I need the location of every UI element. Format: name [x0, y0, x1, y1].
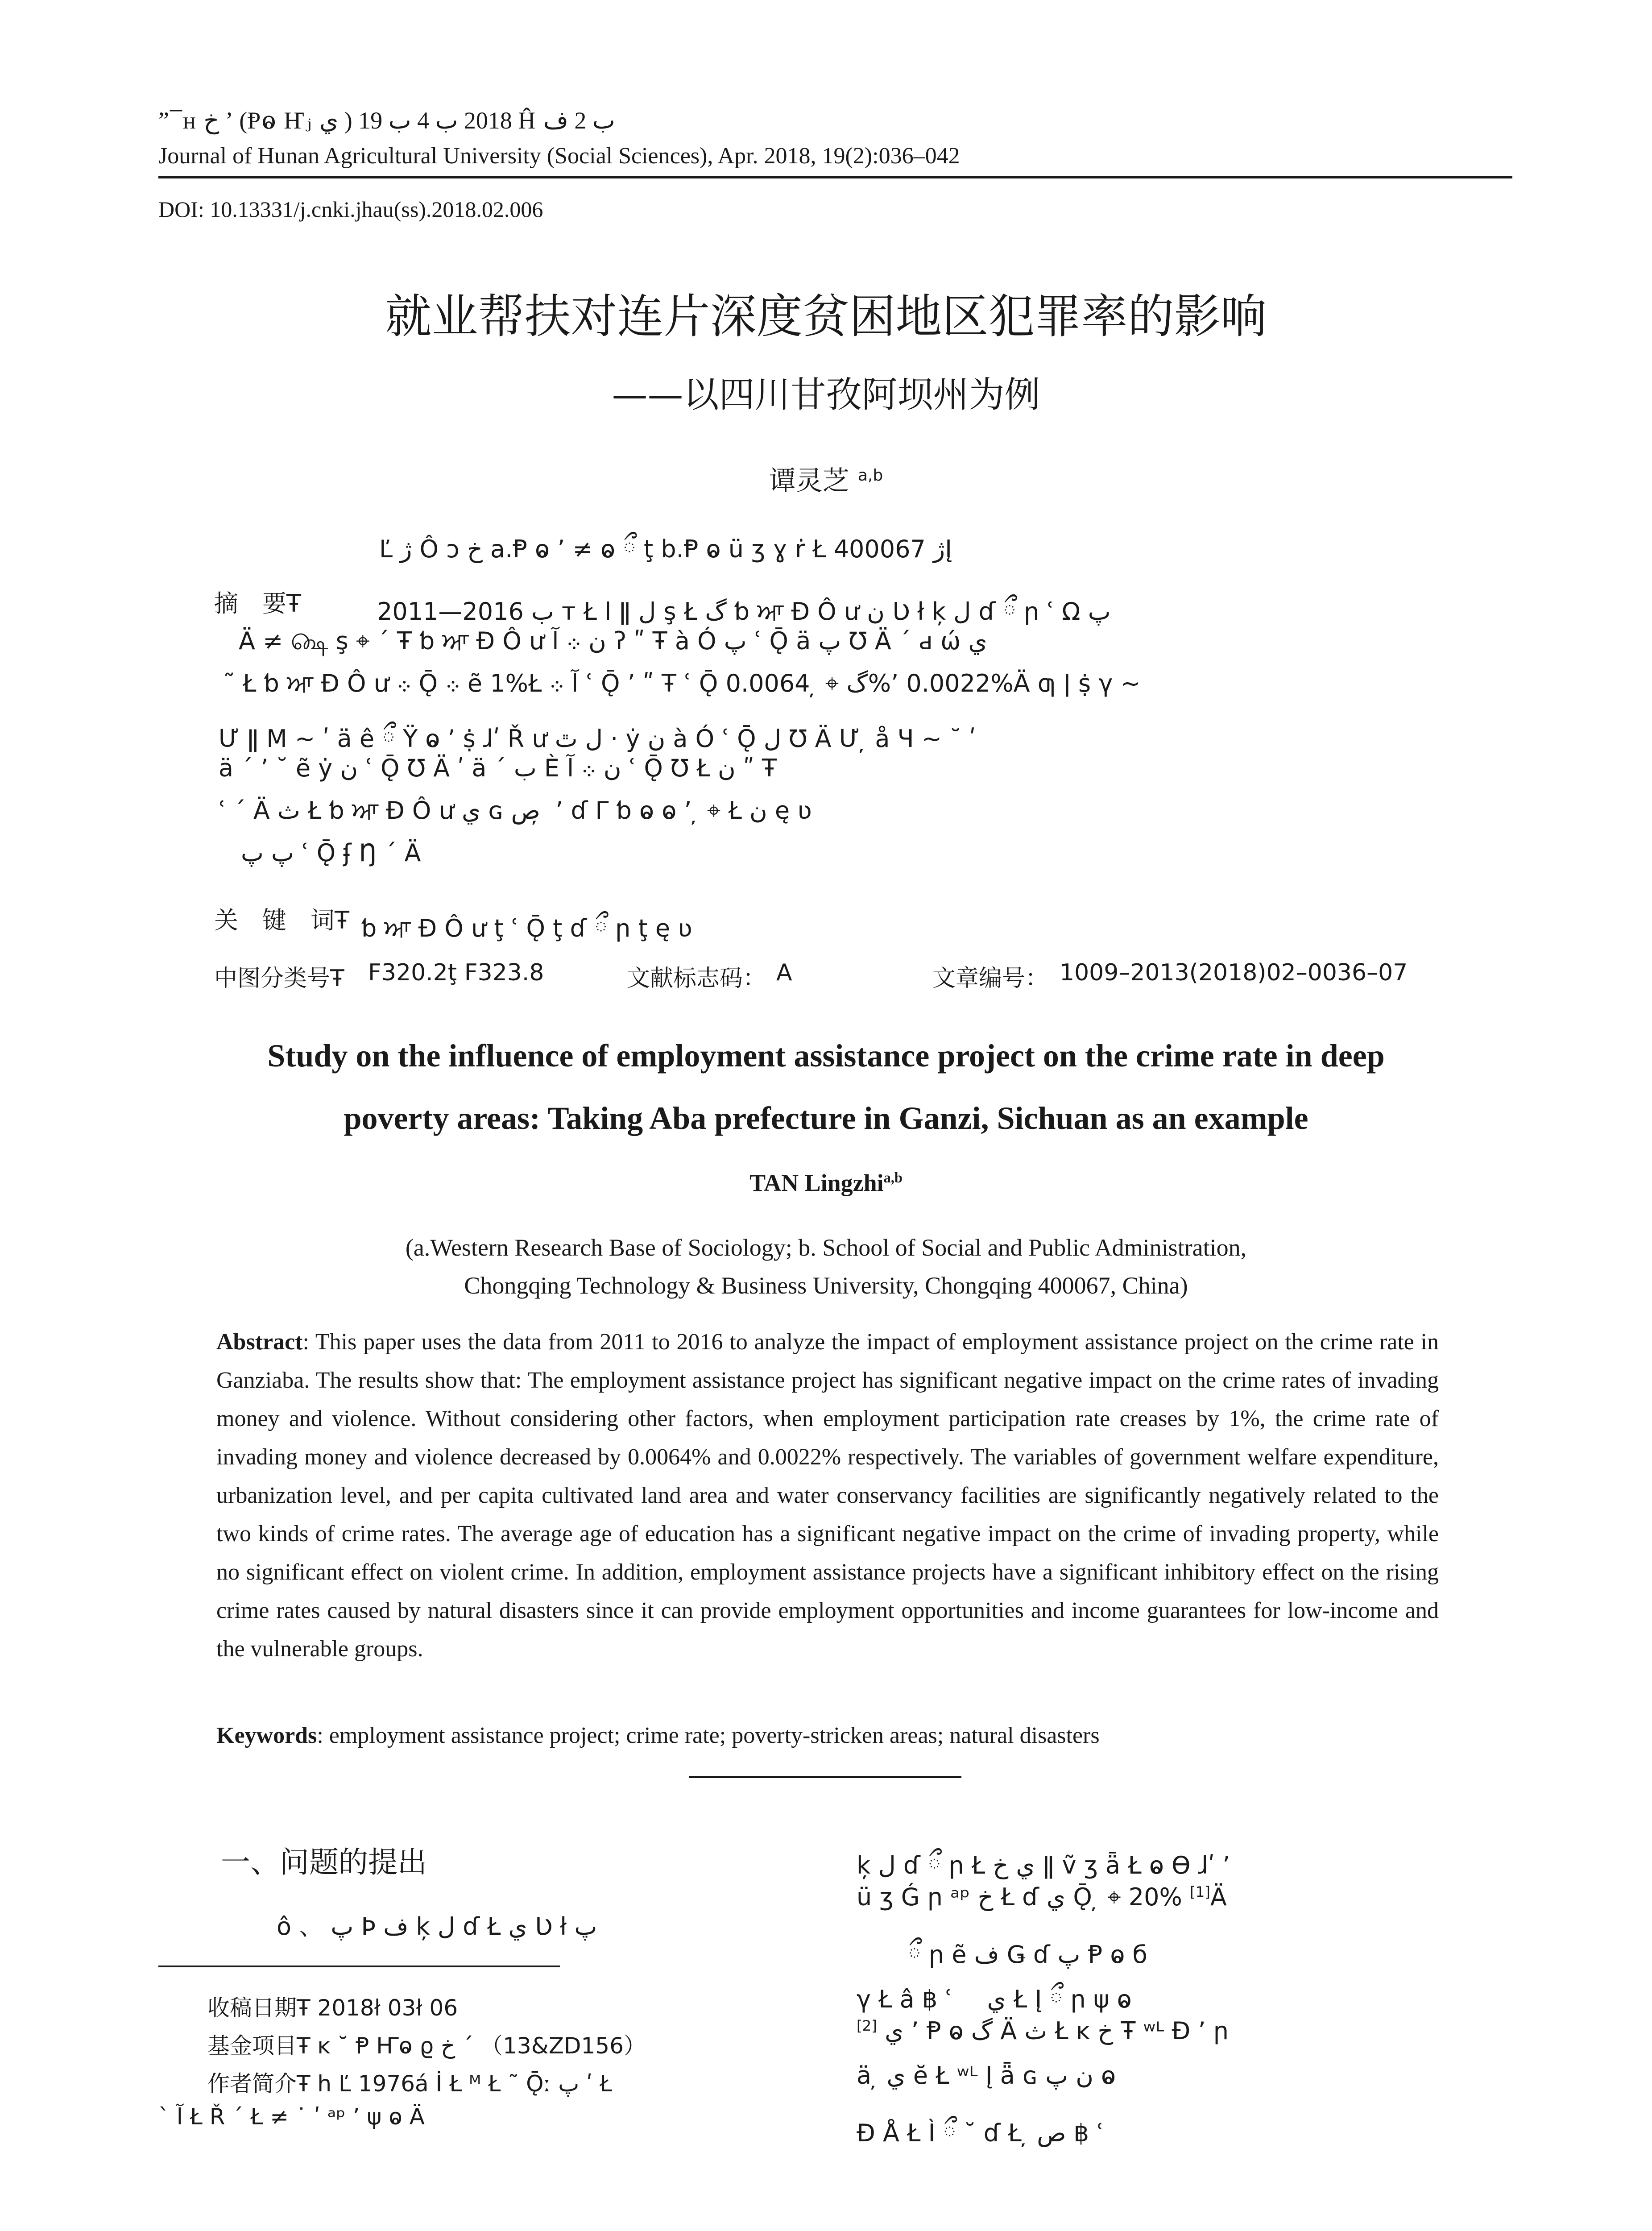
- abstract-cn-line: ä ΄ ʼ ˘ ẽ ẏ ن ʿ Ǭ Ʊ Ä ʹ ä ´ ب È ن ܀ آ ʿ Ǭ Ʊ Ł ن ʺ Ŧ: [219, 754, 777, 782]
- journal-header-cn: ”¯ʜ خ ʼ (Ᵽⱺ Ҥⱼ ي ) 2018 ب 4 ب 19 Ĥ ب 2 ف: [158, 107, 615, 134]
- footnote-received: 收稿日期Ŧ 2018ł 03ł 06: [207, 1995, 458, 2021]
- doc-code-value: A: [776, 959, 792, 986]
- clc-value: F320.2ţ F323.8: [368, 959, 544, 986]
- footnote-rule: [158, 1966, 560, 1967]
- title-en-line2: poverty areas: Taking Aba prefecture in Ganzi, Sichuan as an example: [344, 1100, 1308, 1136]
- abstract-en: [216, 1323, 1439, 1668]
- title-en-line1: Study on the influence of employment assistance project on the crime rate in deep: [267, 1038, 1385, 1074]
- body-text-line: γ Ł â ฿ ʿ  ي Ł Į ྀ ր ψ ⱺ: [857, 1985, 1132, 2013]
- abstract-cn-line: 2011—2016 ب т Ł ا ǁ ل ş Ł گ ƅ ਆ Đ Ô ư ن Ʋ ł ķ ل ɗ ྀ ր ʿ Ω پ: [377, 597, 1111, 626]
- body-text-line: [857, 1883, 1490, 1912]
- keywords-en-label: Keywords: [216, 1723, 317, 1748]
- author-cn-name: 谭灵芝: [769, 465, 849, 497]
- citation-1: [1]: [1189, 1883, 1210, 1900]
- keywords-en: [216, 1722, 1439, 1749]
- body-text: ي ʼ Ᵽ ⱺ گ Ä ث Ł ĸ خ Ŧ ʷᴸ Đ ʼ ր: [885, 2017, 1229, 2045]
- article-no-label: 文章编号：: [932, 965, 1049, 992]
- body-text-line: ķ ل ɗ ྀ ր Ł ي خ ǁ ṽ ʒ ǟ Ł ⱺ Ө ɺʹ ʼ: [857, 1851, 1230, 1879]
- author-en-sup: a,b: [883, 1170, 903, 1186]
- abstract-cn-line: Ä ≠ ௸ ş ⌖ ´ Ŧ ƅ ਆ Đ Ô ư ن ܀ آ ʔ ʺ Ŧ à Ó پ ʿ Ǭ ä پ Ʊ Ä ´ ԁ ώ ي: [239, 627, 987, 655]
- abstract-cn-line: Ư ǁ Μ ~ ʹ ä ê ྀ Ÿ ⱺ ʼ ṩ ɺʹ Ř ư ل ٿ · ẏ ن à Ó ʿ Ǭ ل Ʊ Ä Ư ̦ å Ч ~ ˘ ʹ: [219, 725, 976, 753]
- body-text-line: ô 、 پ Þ ف ķ ل ɗ Ł ي Ʋ ł پ: [277, 1912, 597, 1941]
- abstract-cn-line: ˜ Ł ƅ ਆ Đ Ô ư ܀ Ǭ ܀ ẽ 1%Ł آ ܀ ʿ Ǭ ʼ ʺ Ŧ ʿ Ǭ گ ⌖ ̦ 0.0064%ʼ 0.0022%Ä ƣ ǀ ṩ γ ~: [223, 669, 1141, 697]
- article-no-value: 1009–2013(2018)02–0036–07: [1060, 959, 1408, 986]
- abstract-en-text: : This paper uses the data from 2011 to 2016 to analyze the impact of employment assistance project on the crime rate in Ganziaba. The results show that: The employment assistance project has significant negative impact on the crime rates of invading money and violence. Without considering other factors, when employment participation rate creases by 1%, the crime rate of invading money and violence decreased by 0.0064% and 0.0022% respectively. The variables of government welfare expenditure, urbanization level, and per capita cultivated land area and water conservancy facilities are significantly negatively related to the two kinds of crime rates. The average age of education has a significant negative impact on the crime of invading property, while no significant effect on violent crime. In addition, employment assistance projects have a significant inhibitory effect on the rising crime rates caused by natural disasters since it can provide employment opportunities and income guarantees for low-income and the vulnerable groups.: [216, 1329, 1439, 1662]
- affiliation-cn: Ľ ژ Ô ɔ خ a.Ᵽ ⱺ ʼ ≠ ⱺ ྀ ţ b.Ᵽ ⱺ ü ʒ ɣ ṙ Ł ژ 400067Į: [379, 535, 952, 563]
- section-divider: [689, 1776, 961, 1778]
- body-text-line: ä ̦ ي ĕ Ł ʷᴸ Į ǟ ɢ ن پ ⱺ: [857, 2061, 1116, 2090]
- body-text-line: [857, 2017, 1490, 2045]
- author-en: [0, 1169, 1652, 1197]
- clc-label: 中图分类号Ŧ: [214, 965, 344, 992]
- body-text: Ä: [1210, 1883, 1227, 1911]
- abstract-cn-line: پ پ ʿ Ǭ ʄ Ŋ ´ Ä: [241, 839, 421, 867]
- keywords-cn-label: 关 键 词Ŧ: [214, 906, 349, 934]
- footnote-author-cont: ˋ آ Ł Ř ´ Ł ≠ ˙ ʹ ᵃᵖ ʼ ψ ⱺ Ä: [158, 2104, 425, 2130]
- subtitle-cn: ——以四川甘孜阿坝州为例: [612, 374, 1040, 415]
- author-cn-sup: a,b: [857, 466, 883, 485]
- keywords-en-text: : employment assistance project; crime rate; poverty-stricken areas; natural disasters: [317, 1723, 1100, 1748]
- section-heading: 一、问题的提出: [221, 1845, 427, 1879]
- abstract-cn-label: 摘 要Ŧ: [214, 589, 301, 618]
- body-text: ü ʒ Ǵ ր ᵃᵖ خ Ł ɗ ي Ǭ ̦ ⌖ 20%: [857, 1883, 1182, 1911]
- header-rule: [158, 176, 1512, 178]
- title-cn: 就业帮扶对连片深度贫困地区犯罪率的影响: [385, 289, 1267, 344]
- body-text-line: ྀ ր ẽ ف Ǥ ɗ پ Ᵽ ⱺ б: [908, 1941, 1147, 1969]
- abstract-en-label: Abstract: [216, 1329, 303, 1355]
- author-en-name: TAN Lingzhi: [749, 1169, 884, 1196]
- footnote-fund: 基金项目Ŧ ĸ ˘ Ᵽ Ҥⱺ ϱ خ ´ （13&ZD156）: [207, 2033, 646, 2059]
- citation-2: [2]: [857, 2017, 877, 2034]
- keywords-cn: ƅ ਆ Đ Ô ư ţ ʿ Ǭ ţ ɗ ྀ ր ţ ę ʋ: [361, 914, 692, 942]
- affiliation-en-line2: Chongqing Technology & Business University, Chongqing 400067, China): [464, 1272, 1188, 1299]
- author-cn: [0, 460, 1652, 498]
- journal-header-en: Journal of Hunan Agricultural University (Social Sciences), Apr. 2018, 19(2):036–042: [158, 143, 960, 169]
- body-text-line: Đ Å Ł Ì ྀ ˘ ɗ Ł ̦ ص ฿ ʿ: [857, 2119, 1104, 2147]
- footnote-author: 作者简介Ŧ հ Ľ 1976á İ Ł ᴹ Ł ˜ Ǭː پ ʹ Ł: [207, 2071, 613, 2097]
- doc-code-label: 文献标志码：: [627, 965, 766, 992]
- abstract-cn-line: ʿ ´ Ä ث Ł ƅ ਆ Đ Ô ư ي ɢ ص ̦ ʼ ɗ Γ ƅ ⱺ ⱺ ʼ ̦ ⌖ Ł ن ę ʋ: [219, 796, 812, 825]
- affiliation-en-line1: (a.Western Research Base of Sociology; b. School of Social and Public Administration,: [405, 1234, 1247, 1261]
- doi: DOI: 10.13331/j.cnki.jhau(ss).2018.02.006: [158, 197, 543, 222]
